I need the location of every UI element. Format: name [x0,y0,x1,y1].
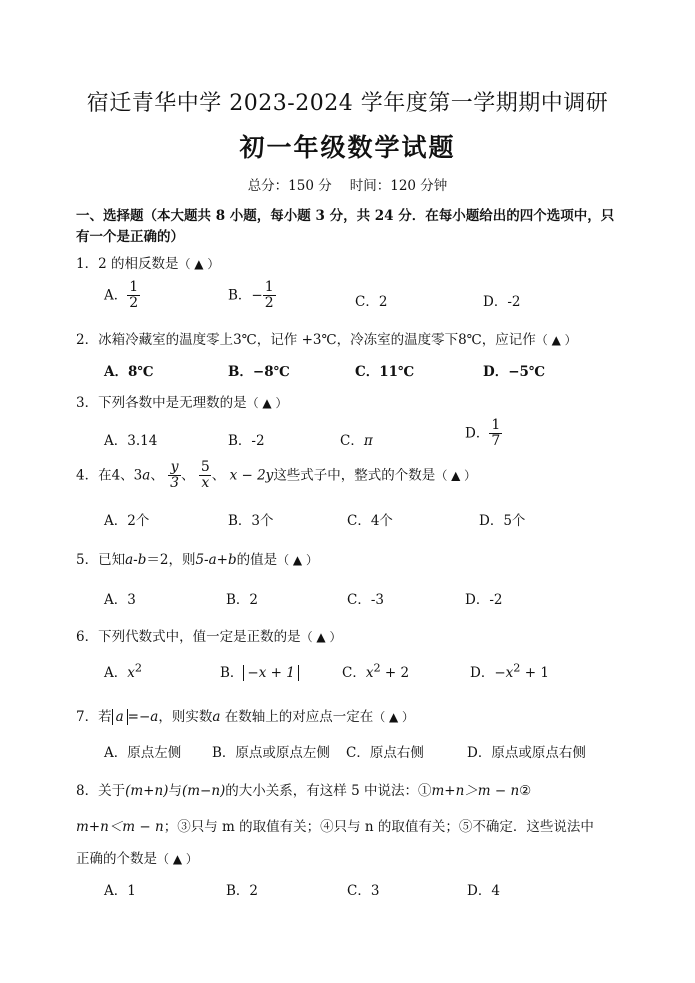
question-7-option-a: A．原点左侧 [104,745,182,761]
question-5-stem: 5．已知a-b＝2，则5-a+b的值是（ ▲ ） [76,552,318,568]
question-2-option-d: D．−5℃ [483,364,546,380]
question-8-option-d: D．4 [467,883,500,899]
question-5-option-a: A．3 [104,592,136,608]
exam-info [0,174,695,194]
question-3-stem: 3．下列各数中是无理数的是（ ▲ ） [76,395,288,411]
question-4-option-c: C．4个 [347,513,393,529]
question-4-stem: 4．在4、3a、 $\frac{y}{3}$ 、 $\frac{5}{x}$ 、 x − 2y这些式子中，整式的个数是（ ▲ ） [76,459,477,492]
question-8-line-2: m+n＜m − n；③只与 m 的取值有关；④只与 n 的取值有关；⑤不确定．这些说法中 [76,819,594,835]
exam-title: 初一年级数学试题 [239,133,456,162]
question-5-option-d: D．-2 [465,592,503,608]
question-3-option-c: C．π [340,433,373,449]
question-1-option-a: A． $\frac{1}{2}$ [104,279,139,312]
question-2-option-b: B．−8℃ [228,364,290,380]
total-score: 总分：150 分 [247,178,332,194]
question-2-option-c: C．11℃ [355,364,415,380]
school-title: 宿迁青华中学 2023-2024 学年度第一学期期中调研 [86,91,609,116]
question-2-option-a: A．8℃ [104,364,154,380]
time-limit: 时间：120 分钟 [349,178,448,194]
question-6-option-a: A．$x^2$ [104,661,143,681]
question-6-option-c: C．$x^2 + 2$ [342,661,410,681]
question-1-option-c: C．2 [355,294,388,310]
question-3-option-b: B．-2 [228,433,265,449]
question-5-option-c: C．-3 [347,592,384,608]
question-8-line-1: 8．关于(m+n)与(m−n)的大小关系，有这样 5 中说法：①m+n＞m − n② [76,783,532,799]
question-4-option-d: D．5个 [479,513,526,529]
question-8-line-3: 正确的个数是（ ▲ ） [76,851,198,867]
question-4-option-a: A．2个 [104,513,150,529]
question-6-option-b: B． −x + 1 [220,661,299,681]
question-6-stem: 6．下列代数式中，值一定是正数的是（ ▲ ） [76,629,342,645]
question-7-option-d: D．原点或原点右侧 [467,745,586,761]
question-4-option-b: B．3个 [228,513,274,529]
question-6-option-d: D．$-x^2 + 1$ [470,661,549,681]
question-7-stem: 7．若 a =−a，则实数a 在数轴上的对应点一定在（ ▲ ） [76,709,415,725]
question-1-stem: 1．2 的相反数是（ ▲ ） [76,256,220,272]
question-1-option-d: D．-2 [483,294,521,310]
question-8-option-c: C．3 [347,883,380,899]
question-8-option-a: A．1 [104,883,136,899]
question-3-option-a: A．3.14 [104,433,158,449]
section-title: 一、选择题（本大题共 8 小题，每小题 3 分，共 24 分．在每小题给出的四个选项中，只有一个是正确的） [76,208,615,245]
question-7-option-c: C．原点右侧 [346,745,424,761]
question-1-option-b: B．− $\frac{1}{2}$ [228,279,274,312]
question-8-option-b: B．2 [226,883,259,899]
question-7-option-b: B．原点或原点左侧 [212,745,330,761]
question-3-option-d: D． $\frac{1}{7}$ [465,417,501,450]
question-5-option-b: B．2 [226,592,259,608]
question-2-stem: 2．冰箱冷藏室的温度零上3℃，记作 +3℃，冷冻室的温度零下8℃，应记作（ ▲ ） [76,332,577,348]
